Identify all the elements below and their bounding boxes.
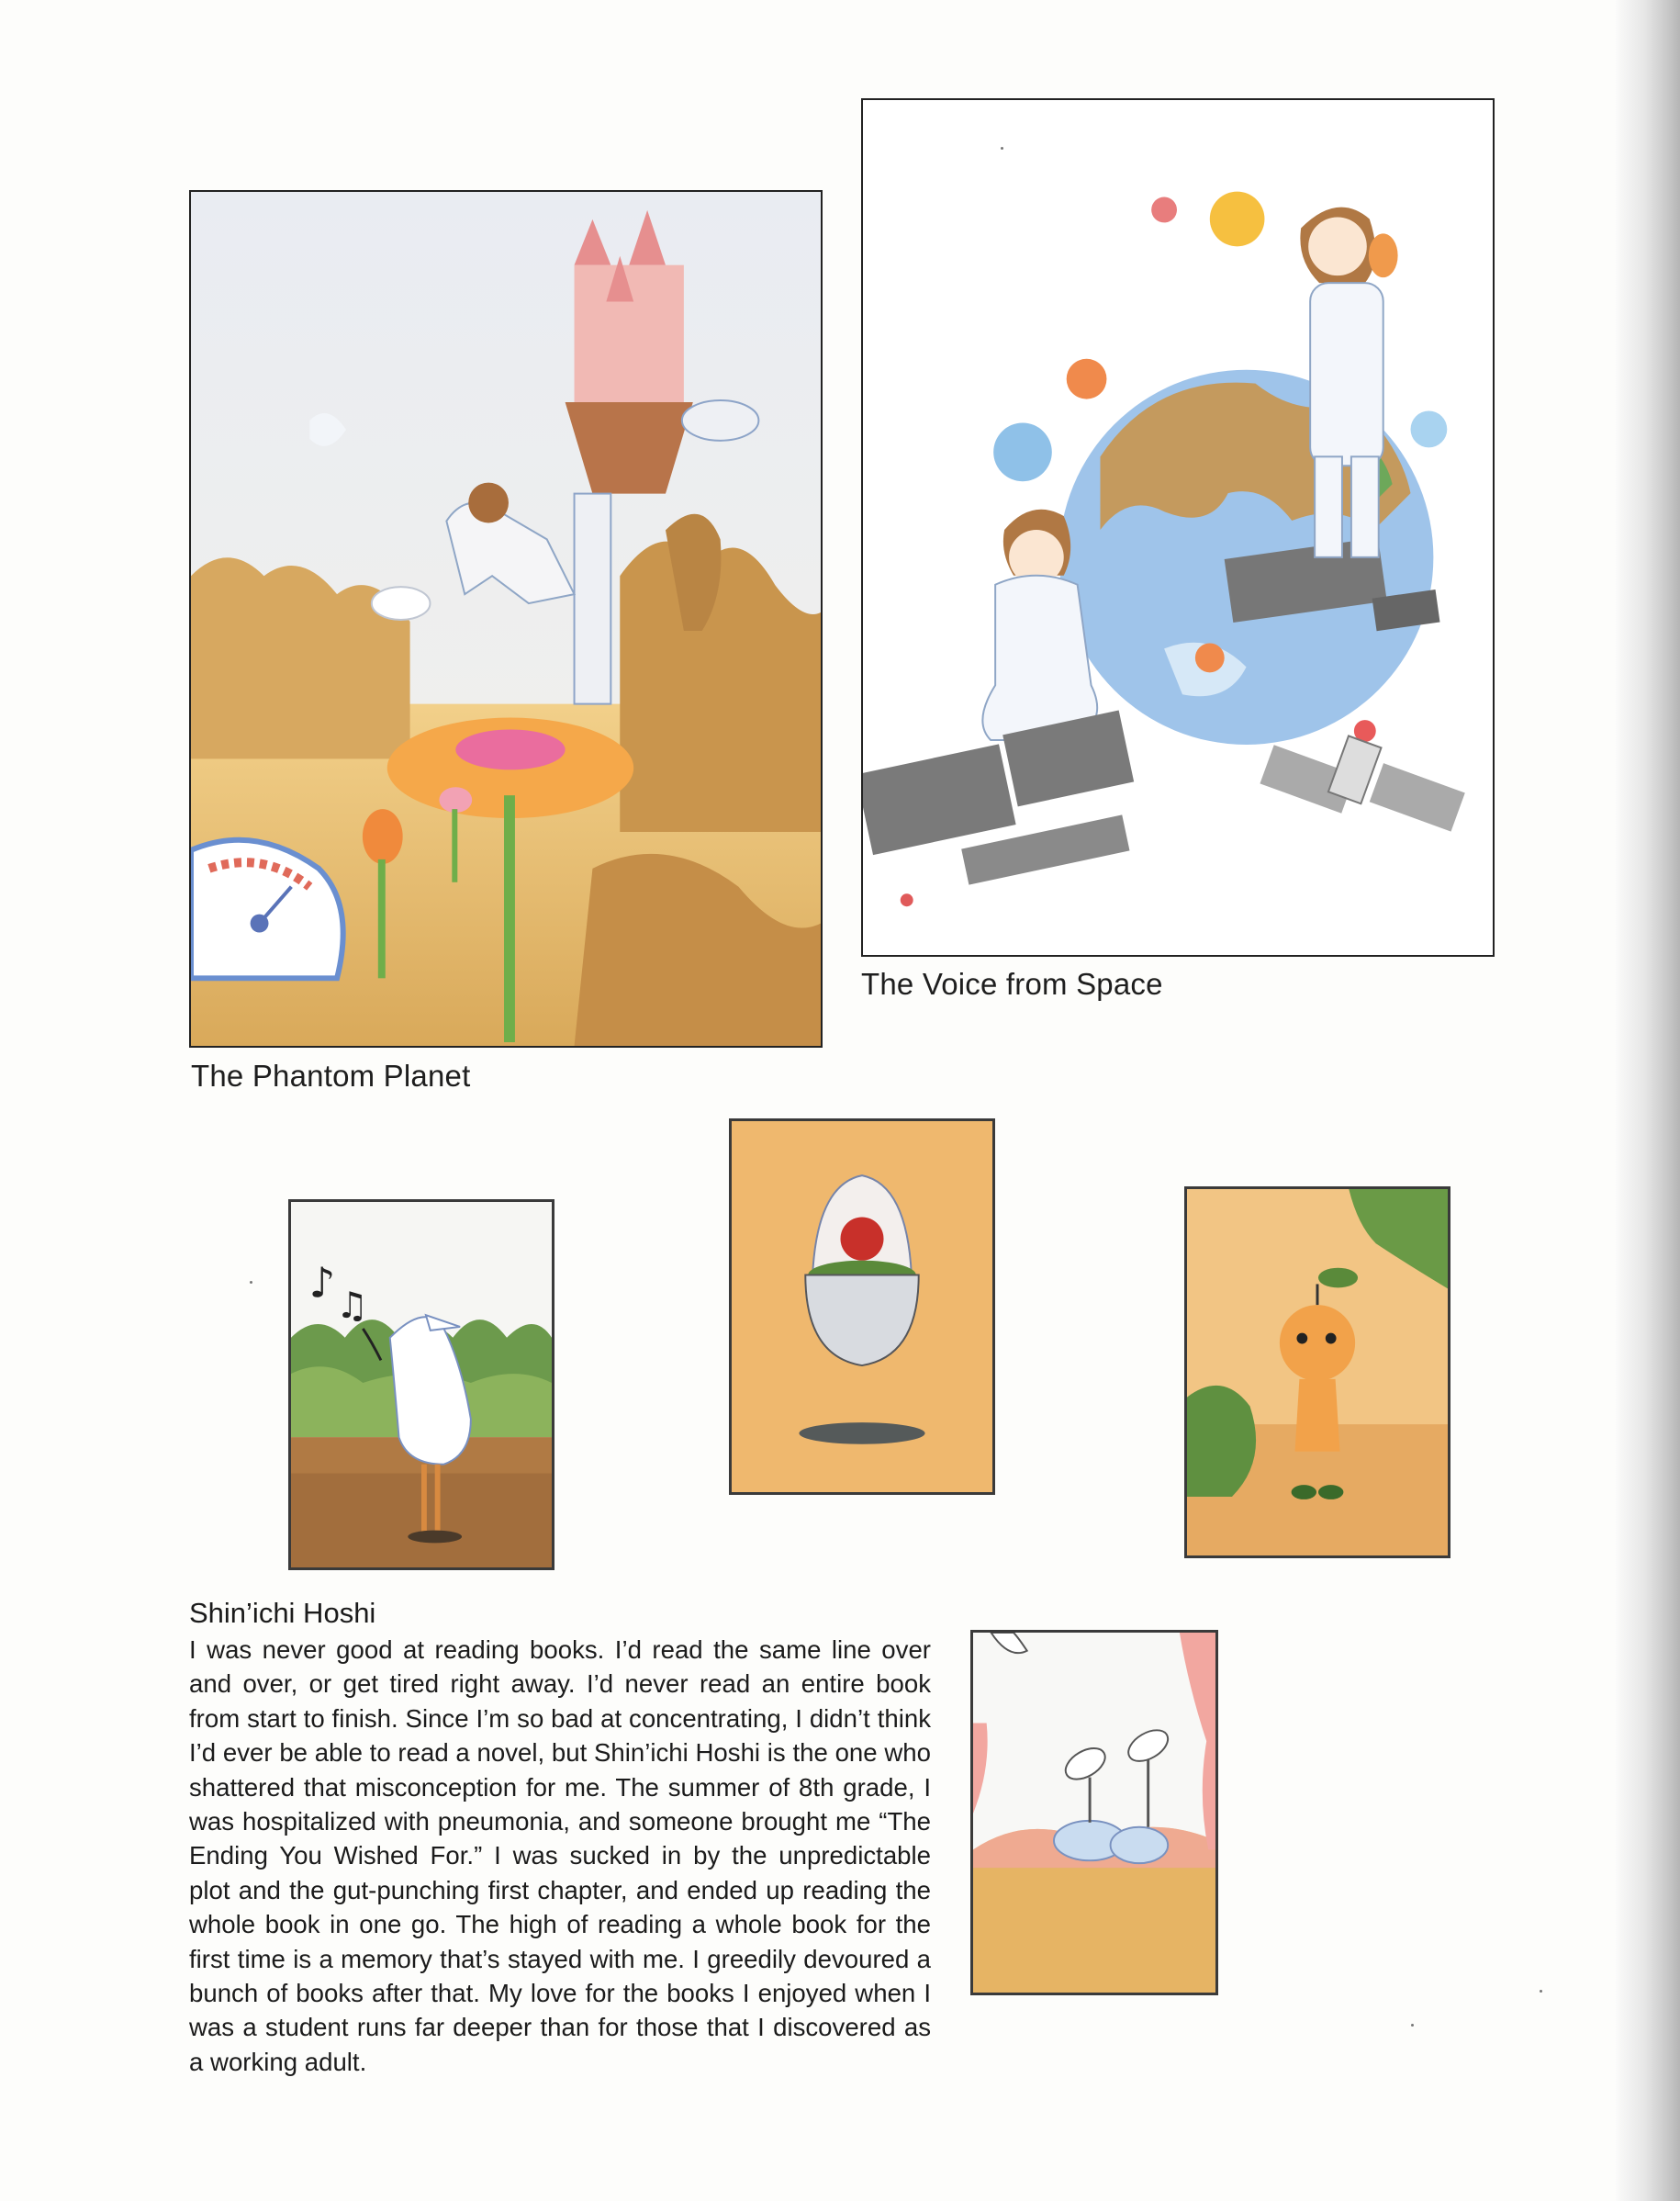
phantom-planet-caption: The Phantom Planet xyxy=(191,1059,471,1093)
page-speck xyxy=(1540,1990,1542,1993)
svg-text:♫: ♫ xyxy=(335,1285,369,1328)
voice-from-space-illustration xyxy=(861,98,1495,957)
capsule-panel-illustration xyxy=(729,1118,995,1495)
page-speck xyxy=(1411,2024,1414,2027)
essay-section xyxy=(189,1596,931,2079)
voice-from-space-caption: The Voice from Space xyxy=(861,967,1163,1001)
essay-body: I was never good at reading books. I’d read the same line over and over, or get tired right away. I’d never read an entire book from start to finish. Since I’m so bad at concentrating, I didn’t think I’d ever be able to read a novel, but Shin’ichi Hoshi is the one who shattered that misconception for me. The summer of 8th grade, I was hospitalized with pneumonia, and someone brought me “The Ending You Wished For.” I was sucked in by the unpredictable plot and the gut-punching first chapter, and ended up reading the whole book in one go. The high of reading a whole book for the first time is a memory that’s stayed with me. I greedily devoured a bunch of books after that. My love for the books I enjoyed when I was a student runs far deeper than for those that I discovered as a working adult. xyxy=(189,1635,931,2076)
page-speck xyxy=(250,1281,252,1284)
page-edge-shadow xyxy=(1616,0,1680,2201)
essay-title: Shin’ichi Hoshi xyxy=(189,1597,376,1629)
svg-text:♪: ♪ xyxy=(308,1258,336,1308)
dish-panel-illustration xyxy=(970,1630,1218,1995)
page-speck xyxy=(1001,147,1003,150)
creature-panel-illustration xyxy=(1184,1186,1450,1558)
phantom-planet-illustration xyxy=(189,190,823,1048)
bird-panel-illustration xyxy=(288,1199,554,1570)
